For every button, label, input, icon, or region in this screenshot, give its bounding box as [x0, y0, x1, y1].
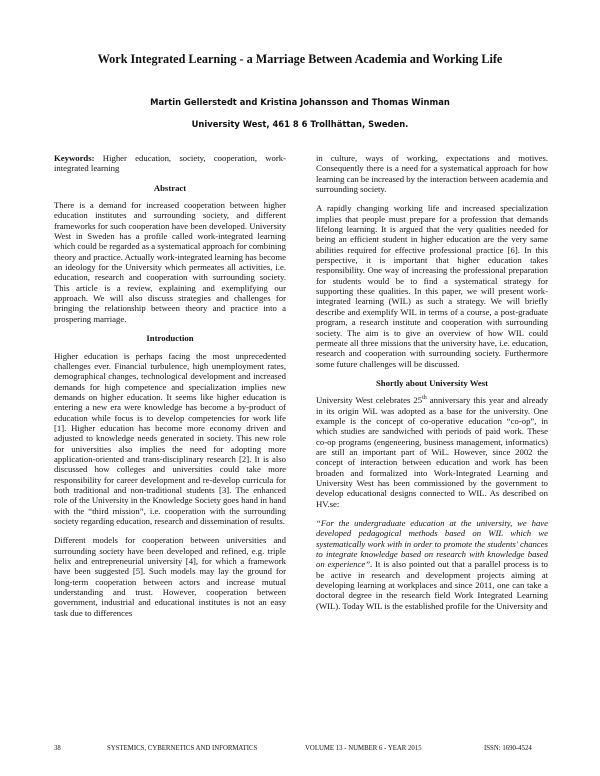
introduction-paragraph-2: Different models for cooperation between universities and surrounding society have been developed and refined, e.g. triple helix and entrepreneurial university [4], for which a framework have been suggested [5]. Such models may lay the ground for long-term cooperation between actors and increase mutual understanding and trust. However, cooperation between government, industrial and educational institutes is not an easy task due to differences — [54, 535, 286, 618]
affiliation: University West, 461 8 6 Trollhättan, Sweden. — [191, 119, 409, 129]
issn: ISSN: 1690-4524 — [484, 745, 532, 752]
volume-info: VOLUME 13 - NUMBER 6 - YEAR 2015 — [305, 745, 422, 752]
page-number: 38 — [54, 745, 61, 752]
introduction-paragraph-1: Higher education is perhaps facing the most unprecedented challenges ever. Financial turbulence, high unemployment rates, demographical changes, technological development and increased demands for high competence and specialization implies new demands on higher education. It seems like higher education is entering a new era were knowledge has become a by-product of education while focus is to develop competencies for work life [1]. Higher education has become more economy driven and adjusted to knowledge needs generated in society. This new role for universities also implies the need for adopting more application-oriented and trans-disciplinary research [2]. It is also discussed how colleges and universities could take more responsibility for career development and re-develop curricula for both traditional and non-traditional students [3]. The enhanced role of the University in the Knowledge Society goes hand in hand with the “third mission”, i.e. cooperation with the surrounding society regarding education, research and dissemination of results. — [54, 350, 286, 526]
abstract-heading: Abstract — [153, 182, 187, 193]
abstract-text: There is a demand for increased cooperation between higher education institutes and surrounding society, and different frameworks for such cooperation have been developed. University West in Sweden has a profile called work-integrated learning which could be regarded as a systematical approach for combining theory and practice. Actually work-integrated learning has become an ideology for the University which permeates all activities, i.e. education, research and cooperation with surrounding society. This article is a review, explaining and exemplifying our approach. We will also discuss strategies and challenges for bringing the relationship between theory and practice into a prospering marriage. — [54, 200, 286, 324]
introduction-paragraph-2-continued: in culture, ways of working, expectations and motives. Consequently there is a need for a systematical approach for how learning can be increased by the interaction between academia and surrounding society. — [316, 153, 548, 195]
paper-title: Work Integrated Learning - a Marriage Between Academia and Working Life — [97, 52, 503, 66]
university-west-paragraph-2 — [316, 518, 548, 611]
university-west-paragraph-1 — [316, 395, 548, 509]
introduction-paragraph-3: A rapidly changing working life and increased specialization implies that people must prepare for a profession that demands lifelong learning. It is argued that the very qualities needed for being an efficient student in higher education are the very same abilities required for effective professional practice [6]. In this perspective, it is important that higher education takes responsibility. One way of increasing the professional preparation for students would be to find a systematical strategy for supporting these qualities. In this paper, we will present work-integrated learning (WIL) as such a strategy. We will briefly describe and exemplify WIL in terms of a course, a post-graduate program, a research institute and cooperation with surrounding society. The aim is to give an overview of how WIL could permeate all three missions that the university have, i.e. education, research and cooperation with surrounding society. Furthermore some future challenges will be discussed. — [316, 203, 548, 369]
right-column — [316, 153, 548, 611]
author-list: Martin Gellerstedt and Kristina Johansson and Thomas Winman — [150, 97, 450, 107]
section-heading-university-west: Shortly about University West — [375, 377, 489, 388]
paragraph-text-start: University West celebrates 25 — [316, 395, 423, 406]
keywords-label: Keywords: — [54, 153, 95, 163]
hv-quote: “For the undergraduate education at the university, we have developed pedagogical methods based on WIL which we systematically work with in order to promote the students' chances to integrate knowledge based on research with knowledge based on experience” — [316, 518, 548, 570]
introduction-heading: Introduction — [146, 333, 194, 344]
keywords-text: Higher education, society, cooperation, work-integrated learning — [54, 153, 286, 174]
quote-follow-text: . It is also pointed out that a parallel process is to be active in research and development projects aiming at developing learning at workplaces and since 2011, one can take a doctoral degree in the research field Work Integrated Learning (WIL). Today WIL is the established profile for the University and — [316, 559, 548, 611]
keywords — [54, 153, 286, 174]
paragraph-text-rest: anniversary this year and already in its origin WiL was adopted as a base for the university. One example is the concept of co-operative education “co-op”, in which studies are sandwiched with periods of paid work. These co-op programs (engeneering, business management, informatics) are still an important part of WiL. However, since 2002 the concept of interaction between education and work has been broaden and formalized into Work-Integrated Learning and University West has been commissioned by the government to develop educational designs connected to WIL. As described on HV.se: — [316, 395, 548, 509]
ordinal-suffix: th — [422, 395, 427, 402]
page-footer — [54, 745, 548, 757]
left-column — [54, 153, 286, 618]
journal-name: SYSTEMICS, CYBERNETICS AND INFORMATICS — [107, 745, 258, 752]
